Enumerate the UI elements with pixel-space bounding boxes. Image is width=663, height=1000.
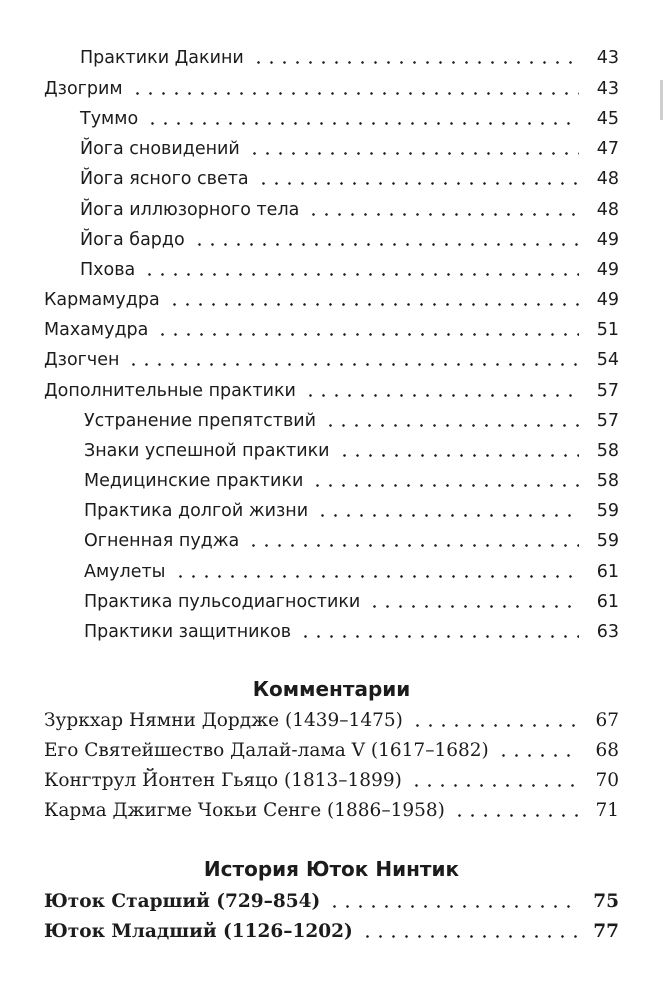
toc-entry-label: Йога ясного света [80, 169, 249, 189]
toc-entry-label: Йога бардо [80, 230, 185, 250]
toc-entry[interactable] [0, 706, 663, 736]
toc-entry[interactable] [0, 255, 663, 285]
dot-leader [361, 935, 579, 938]
toc-entry-page: 75 [593, 891, 619, 912]
toc-entry-page: 58 [596, 441, 619, 461]
toc-entry-page: 59 [596, 531, 619, 551]
toc-entry[interactable] [0, 496, 663, 526]
dot-leader [193, 243, 579, 246]
toc-entry[interactable] [0, 164, 663, 194]
toc-entry[interactable] [0, 74, 663, 104]
toc-entry-label: Дзогчен [44, 350, 120, 370]
dot-leader [168, 303, 579, 306]
toc-entry-page: 49 [596, 230, 619, 250]
dot-leader [304, 394, 579, 397]
dot-leader [316, 514, 579, 517]
dot-leader [453, 814, 579, 817]
commentaries-heading: Комментарии [252, 677, 411, 701]
toc-entry[interactable] [0, 887, 663, 917]
dot-leader [307, 213, 579, 216]
toc-entry-page: 47 [596, 139, 619, 159]
toc-entry-label: Дополнительные практики [44, 381, 296, 401]
toc-entry[interactable] [0, 526, 663, 556]
toc-entry-label: Огненная пуджа [84, 531, 240, 551]
toc-entry[interactable] [0, 345, 663, 375]
toc-entry-page: 59 [596, 501, 619, 521]
dot-leader [248, 152, 579, 155]
toc-entry-page: 43 [596, 79, 619, 99]
toc-entry-label: Йога сновидений [80, 139, 240, 159]
toc-entry-page: 45 [596, 109, 619, 129]
toc-entry-page: 51 [596, 320, 619, 340]
toc-entry-page: 43 [596, 48, 619, 68]
toc-entry-label: Медицинские практики [84, 471, 304, 491]
toc-entry[interactable] [0, 406, 663, 436]
toc-entry-label: Практика пульсодиагностики [84, 592, 361, 612]
toc-entry[interactable] [0, 104, 663, 134]
toc-entry-label: Его Святейшество Далай-лама V (1617–1682) [44, 740, 489, 761]
toc-entry[interactable] [0, 796, 663, 826]
toc-entry-page: 48 [596, 200, 619, 220]
toc-entry[interactable] [0, 917, 663, 947]
toc-entry[interactable] [0, 134, 663, 164]
toc-entry[interactable] [0, 436, 663, 466]
dot-leader [497, 754, 579, 757]
toc-entry[interactable] [0, 225, 663, 255]
dot-leader [156, 333, 579, 336]
dot-leader [328, 905, 579, 908]
toc-entry-page: 57 [596, 381, 619, 401]
toc-entry-label: Туммо [80, 109, 139, 129]
toc-entry[interactable] [0, 766, 663, 796]
toc-entry-label: Знаки успешной практики [84, 441, 330, 461]
history-heading: История Юток Нинтик [203, 857, 460, 881]
toc-entry[interactable] [0, 466, 663, 496]
toc-entry-label: Амулеты [84, 562, 166, 582]
toc-entry-page: 61 [596, 592, 619, 612]
dot-leader [131, 92, 579, 95]
dot-leader [410, 784, 579, 787]
toc-entry-page: 70 [595, 770, 619, 791]
toc-entry-label: Юток Старший (729–854) [44, 891, 321, 912]
toc-entry-page: 67 [595, 710, 619, 731]
dot-leader [127, 363, 579, 366]
toc-entry-page: 71 [595, 800, 619, 821]
toc-entry-page: 77 [593, 921, 619, 942]
toc-entry-label: Практики защитников [84, 622, 292, 642]
toc-entry-page: 58 [596, 471, 619, 491]
toc-entry[interactable] [0, 285, 663, 315]
toc-entry-label: Конгтрул Йонтен Гьяцо (1813–1899) [44, 770, 402, 791]
toc-entry-label: Йога иллюзорного тела [80, 200, 300, 220]
dot-leader [174, 575, 580, 578]
toc-entry-label: Пхова [80, 260, 136, 280]
toc-entry-label: Дзогрим [44, 79, 123, 99]
toc-entry-label: Зуркхар Нямни Дордже (1439–1475) [44, 710, 403, 731]
dot-leader [146, 122, 579, 125]
toc-entry-page: 48 [596, 169, 619, 189]
toc-entry-label: Махамудра [44, 320, 149, 340]
dot-leader [247, 544, 579, 547]
toc-entry-label: Кармамудра [44, 290, 160, 310]
dot-leader [143, 273, 579, 276]
dot-leader [324, 424, 579, 427]
toc-entry[interactable] [0, 587, 663, 617]
toc-entry[interactable] [0, 195, 663, 225]
dot-leader [252, 61, 579, 64]
dot-leader [299, 635, 579, 638]
toc-entry-label: Практики Дакини [80, 48, 244, 68]
toc-entry-page: 63 [596, 622, 619, 642]
toc-entry-label: Устранение препятствий [84, 411, 317, 431]
toc-entry[interactable] [0, 557, 663, 587]
dot-leader [411, 724, 579, 727]
toc-entry-label: Юток Младший (1126–1202) [44, 921, 353, 942]
toc-entry[interactable] [0, 315, 663, 345]
toc-entry[interactable] [0, 376, 663, 406]
toc-entry-page: 57 [596, 411, 619, 431]
toc-entry-page: 49 [596, 290, 619, 310]
dot-leader [338, 454, 579, 457]
toc-entry-page: 68 [595, 740, 619, 761]
toc-entry-page: 49 [596, 260, 619, 280]
dot-leader [257, 182, 579, 185]
toc-entry[interactable] [0, 43, 663, 73]
toc-entry-label: Практика долгой жизни [84, 501, 309, 521]
toc-entry[interactable] [0, 736, 663, 766]
toc-entry-page: 61 [596, 562, 619, 582]
toc-entry[interactable] [0, 617, 663, 647]
dot-leader [311, 484, 579, 487]
dot-leader [368, 605, 579, 608]
toc-entry-page: 54 [596, 350, 619, 370]
toc-entry-label: Карма Джигме Чокьи Сенге (1886–1958) [44, 800, 445, 821]
